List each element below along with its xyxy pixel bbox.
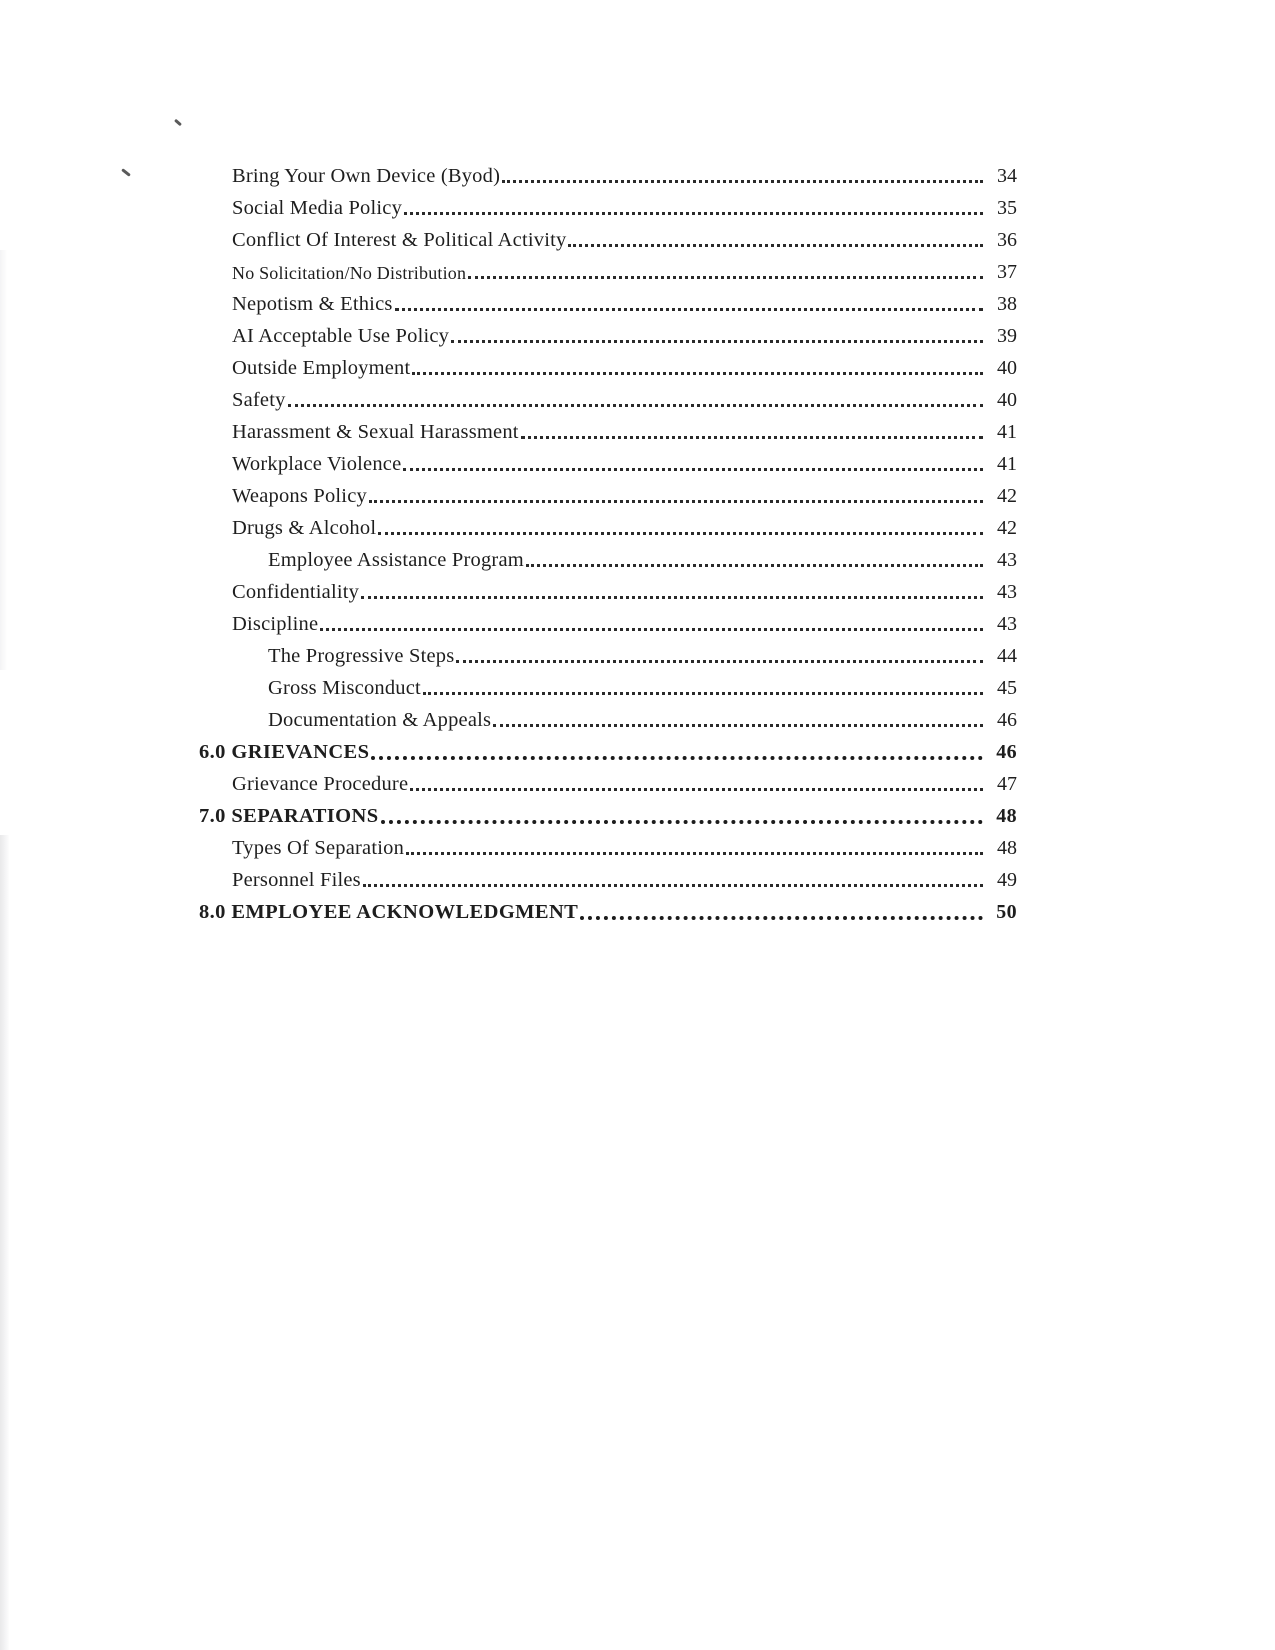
toc-entry [199, 861, 1017, 893]
toc-entry [199, 221, 1017, 253]
dot-leader [423, 692, 983, 695]
dot-leader [502, 180, 983, 183]
toc-entry-page-number: 43 [997, 581, 1017, 603]
toc-entry-page-number: 46 [996, 741, 1017, 763]
toc-entry-label: Personnel Files [232, 868, 361, 891]
toc-entry [199, 157, 1017, 189]
toc-entry-label: Confidentiality [232, 580, 360, 603]
toc-entry-label: Workplace Violence [232, 452, 402, 475]
scan-edge-artifact-top [0, 250, 7, 670]
toc-entry-label: Harassment & Sexual Harassment [232, 420, 519, 443]
dot-leader [378, 532, 983, 535]
toc-entry-label: Documentation & Appeals [268, 708, 492, 731]
toc-entry [199, 669, 1017, 701]
dot-leader [468, 276, 983, 279]
toc-entry-page-number: 43 [997, 549, 1017, 571]
dot-leader [406, 852, 983, 855]
toc-entry-label: Conflict Of Interest & Political Activity [232, 228, 567, 251]
toc-entry [199, 893, 1017, 925]
scan-speck-mark [174, 119, 182, 127]
dot-leader [404, 212, 983, 215]
toc-entry-label: Nepotism & Ethics [232, 292, 393, 315]
toc-entry-page-number: 40 [997, 357, 1017, 379]
scan-edge-artifact [0, 835, 9, 1650]
toc-entry [199, 317, 1017, 349]
toc-entry-label: Types Of Separation [232, 836, 405, 859]
toc-entry-label: Bring Your Own Device (Byod) [232, 164, 501, 187]
toc-entry [199, 829, 1017, 861]
dot-leader [288, 404, 983, 407]
toc-entry-label: Social Media Policy [232, 196, 403, 219]
toc-entry-page-number: 41 [997, 453, 1017, 475]
toc-entry [199, 637, 1017, 669]
dot-leader [493, 724, 983, 727]
toc-entry-page-number: 36 [997, 229, 1017, 251]
toc-entry [199, 701, 1017, 733]
toc-entry [199, 285, 1017, 317]
toc-entry-page-number: 49 [997, 869, 1017, 891]
toc-entry-label: Weapons Policy [232, 484, 367, 507]
toc-entry-page-number: 48 [997, 837, 1017, 859]
toc-entry-page-number: 40 [997, 389, 1017, 411]
toc-entry [199, 733, 1017, 765]
toc-entry-label: 8.0 EMPLOYEE ACKNOWLEDGMENT [199, 900, 579, 923]
dot-leader [451, 340, 983, 343]
toc-entry-label: Safety [232, 388, 286, 411]
toc-entry [199, 477, 1017, 509]
toc-entry-page-number: 35 [997, 197, 1017, 219]
toc-entry [199, 189, 1017, 221]
toc-entry-page-number: 45 [997, 677, 1017, 699]
dot-leader [456, 660, 983, 663]
toc-entry [199, 541, 1017, 573]
toc-entry-page-number: 39 [997, 325, 1017, 347]
toc-entry-label: Gross Misconduct [268, 676, 421, 699]
dot-leader [320, 628, 983, 631]
toc-entry-page-number: 38 [997, 293, 1017, 315]
toc-entry-label: Discipline [232, 612, 319, 635]
toc-entry-page-number: 34 [997, 165, 1017, 187]
toc-entry-label: No Solicitation/No Distribution [232, 263, 467, 283]
dot-leader [568, 244, 983, 247]
toc-entry-page-number: 42 [997, 517, 1017, 539]
toc-entry-label: Employee Assistance Program [268, 548, 524, 571]
dot-leader [369, 500, 983, 503]
dot-leader [410, 788, 983, 791]
dot-leader [580, 916, 983, 920]
toc-entry [199, 253, 1017, 285]
dot-leader [403, 468, 983, 471]
dot-leader [526, 564, 983, 567]
dot-leader [521, 436, 983, 439]
table-of-contents [199, 157, 1017, 925]
toc-entry [199, 509, 1017, 541]
toc-entry-page-number: 48 [996, 805, 1017, 827]
toc-entry [199, 381, 1017, 413]
toc-entry-page-number: 43 [997, 613, 1017, 635]
dot-leader [363, 884, 983, 887]
toc-entry [199, 573, 1017, 605]
toc-entry [199, 765, 1017, 797]
scan-speck-mark [121, 168, 131, 177]
toc-entry-label: Grievance Procedure [232, 772, 409, 795]
dot-leader [395, 308, 983, 311]
toc-entry-label: AI Acceptable Use Policy [232, 324, 450, 347]
toc-entry-label: 7.0 SEPARATIONS [199, 804, 379, 827]
toc-entry [199, 605, 1017, 637]
toc-entry-page-number: 37 [997, 261, 1017, 283]
toc-entry-page-number: 41 [997, 421, 1017, 443]
dot-leader [371, 756, 983, 760]
toc-entry [199, 797, 1017, 829]
dot-leader [361, 596, 983, 599]
toc-entry-page-number: 42 [997, 485, 1017, 507]
toc-entry [199, 413, 1017, 445]
toc-entry-page-number: 50 [996, 901, 1017, 923]
toc-entry-label: Drugs & Alcohol [232, 516, 377, 539]
toc-entry-page-number: 46 [997, 709, 1017, 731]
toc-entry [199, 445, 1017, 477]
toc-entry-page-number: 44 [997, 645, 1017, 667]
toc-entry-label: 6.0 GRIEVANCES [199, 740, 370, 763]
toc-entry [199, 349, 1017, 381]
toc-entry-label: The Progressive Steps [268, 644, 455, 667]
toc-entry-label: Outside Employment [232, 356, 411, 379]
dot-leader [381, 820, 983, 824]
toc-entry-page-number: 47 [997, 773, 1017, 795]
dot-leader [412, 372, 983, 375]
